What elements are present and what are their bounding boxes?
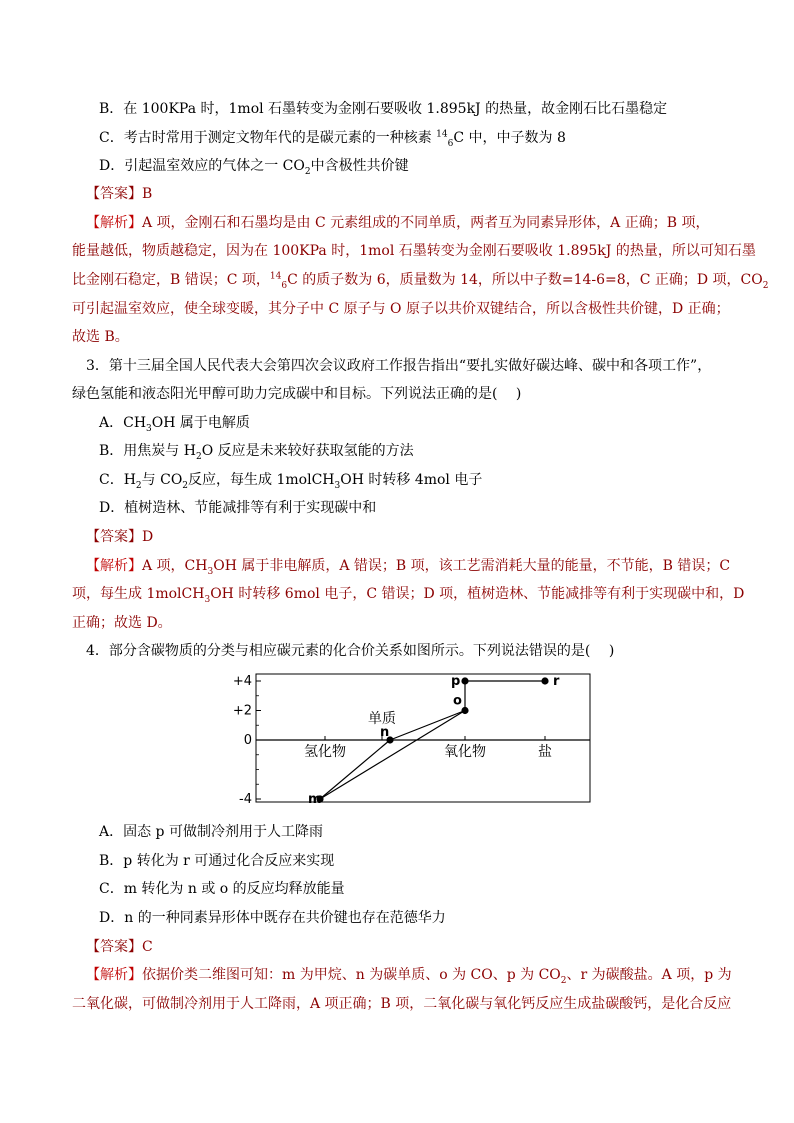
- q4-stem: 4．部分含碳物质的分类与相应碳元素的化合价关系如图所示。下列说法错误的是( ): [86, 643, 615, 659]
- q3-option-d: D．植树造林、节能减排等有利于实现碳中和: [99, 500, 377, 516]
- q2-option-b: B．在 100KPa 时，1mol 石墨转变为金刚石要吸收 1.895kJ 的热量，故金刚石比石墨稳定: [99, 101, 668, 117]
- q3-explanation-line-3: 正确；故选 D。: [72, 615, 172, 631]
- q3-option-b: B．用焦炭与 $H_2O$ 反应是未来较好获取氢能的方法: [99, 443, 414, 462]
- q4-option-a: A．固态 p 可做制冷剂用于人工降雨: [99, 824, 323, 840]
- q3-explanation-line-2: 项，每生成 1molCH$_3$OH 时转移 6mol 电子，C 错误；D 项，植树造林、节能减排等有利于实现碳中和，D: [72, 586, 745, 605]
- point-label-m: m: [308, 792, 322, 807]
- point-r: [541, 677, 548, 684]
- y-tick-label: +4: [232, 674, 252, 689]
- q2-explanation-line-4: 可引起温室效应，使全球变暖，其分子中 C 原子与 O 原子以共价双键结合，所以含极性共价键，D 正确；: [72, 301, 730, 317]
- q3-stem-line-1: 3．第十三届全国人民代表大会第四次会议政府工作报告指出“要扎实做好碳达峰、碳中和各项工作”，: [86, 358, 712, 374]
- category-label: 氧化物: [444, 744, 486, 760]
- q3-stem-line-2: 绿色氢能和液态阳光甲醇可助力完成碳中和目标。下列说法正确的是( ): [72, 386, 522, 402]
- chart-svg: [232, 672, 592, 812]
- q2-explanation-line-5: 故选 B。: [72, 329, 129, 345]
- q4-explanation-line-2: 二氧化碳，可做制冷剂用于人工降雨，A 项正确；B 项，二氧化碳与氧化钙反应生成盐碳酸钙，是化合反应: [72, 996, 732, 1012]
- q4-answer: 【答案】C: [86, 939, 153, 955]
- y-tick-label: 0: [243, 733, 252, 748]
- line-n-o: [390, 711, 465, 741]
- q4-option-c: C．m 转化为 n 或 o 的反应均释放能量: [99, 881, 345, 897]
- q2-option-c: C．考古时常用于测定文物年代的是碳元素的一种核素 $^{14}_6$C 中，中子数为 8: [99, 129, 566, 149]
- q4-option-b: B．p 转化为 r 可通过化合反应来实现: [99, 853, 335, 869]
- point-label-o: o: [453, 693, 462, 709]
- category-label: 氢化物: [304, 744, 346, 760]
- chart-frame: [256, 674, 590, 802]
- q3-option-a: A．$CH_3OH$ 属于电解质: [99, 415, 250, 434]
- q2-explanation-line-3: 比金刚石稳定，B 错误；C 项，$^{14}_6$C 的质子数为 6，质量数为 14，所以中子数=14-6=8，C 正确；D 项，$CO_2$: [72, 271, 769, 291]
- point-label-n: n: [380, 725, 390, 740]
- q2-answer: 【答案】B: [86, 186, 153, 202]
- y-tick-label: +2: [232, 703, 252, 719]
- category-label: 单质: [368, 711, 396, 727]
- q2-explanation-line-1: 【解析】A 项，金刚石和石墨均是由 C 元素组成的不同单质，两者互为同素异形体，A 正确；B 项，: [86, 215, 710, 231]
- q3-option-c: C．$H_2$与 $CO_2$反应，每生成 1molCH$_3$OH 时转移 4mol 电子: [99, 472, 483, 491]
- q3-answer: 【答案】D: [86, 529, 154, 545]
- valence-category-chart: [232, 672, 592, 812]
- q2-option-d: D．引起温室效应的气体之一 $CO_2$中含极性共价键: [99, 158, 409, 177]
- point-p: [461, 677, 468, 684]
- q2-explanation-line-2: 能量越低，物质越稳定，因为在 100KPa 时，1mol 石墨转变为金刚石要吸收 1.895kJ 的热量，所以可知石墨: [72, 243, 756, 259]
- q3-explanation-line-1: 【解析】A 项，$CH_3OH$ 属于非电解质，A 错误；B 项，该工艺需消耗大量的能量，不节能，B 错误；C: [86, 558, 731, 577]
- point-o: [461, 707, 468, 714]
- point-label-r: r: [553, 674, 560, 689]
- q4-option-d: D．n 的一种同素异形体中既存在共价键也存在范德华力: [99, 910, 446, 926]
- category-label: 盐: [538, 744, 552, 760]
- point-label-p: p: [451, 674, 461, 689]
- q4-explanation-line-1: 【解析】依据价类二维图可知：m 为甲烷、n 为碳单质、o 为 CO、p 为 $CO_2$、r 为碳酸盐。A 项，p 为: [86, 967, 732, 986]
- y-tick-label: -4: [239, 792, 252, 807]
